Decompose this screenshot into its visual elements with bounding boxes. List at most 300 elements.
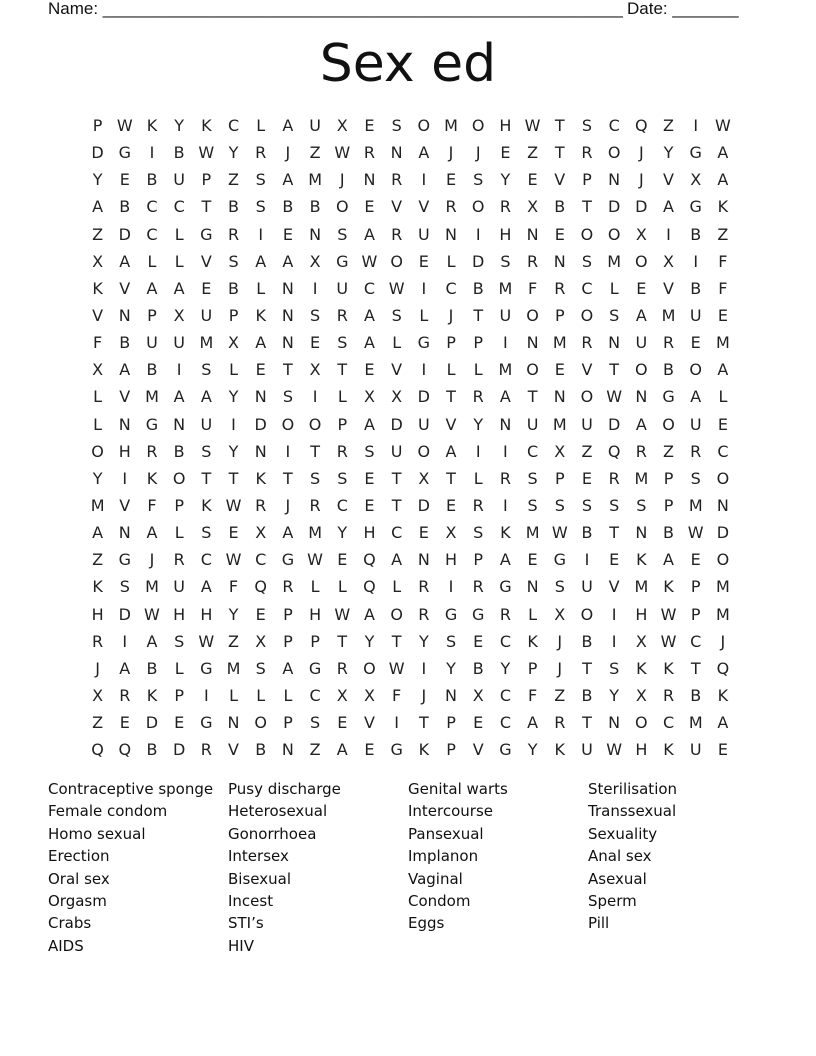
grid-letter[interactable]: S <box>201 360 212 380</box>
grid-letter[interactable]: U <box>499 305 512 325</box>
grid-letter[interactable]: A <box>119 360 131 380</box>
grid-letter[interactable]: S <box>364 441 375 461</box>
grid-letter[interactable]: R <box>418 604 430 624</box>
grid-letter[interactable]: A <box>717 360 729 380</box>
grid-letter[interactable]: V <box>663 170 674 190</box>
grid-letter[interactable]: C <box>499 685 511 705</box>
grid-letter[interactable]: M <box>498 278 513 298</box>
grid-letter[interactable]: E <box>255 360 266 380</box>
grid-letter[interactable]: S <box>255 197 266 217</box>
grid-letter[interactable]: Y <box>609 685 620 705</box>
grid-letter[interactable]: C <box>173 197 185 217</box>
grid-letter[interactable]: D <box>118 604 131 624</box>
grid-letter[interactable]: R <box>200 740 212 760</box>
grid-letter[interactable]: A <box>255 333 267 353</box>
grid-letter[interactable]: S <box>310 713 321 733</box>
grid-letter[interactable]: N <box>608 713 621 733</box>
grid-letter[interactable]: W <box>687 523 704 543</box>
grid-letter[interactable]: X <box>336 116 348 135</box>
grid-letter[interactable]: U <box>309 116 321 135</box>
grid-letter[interactable]: R <box>472 387 484 407</box>
grid-letter[interactable]: L <box>256 278 266 298</box>
grid-letter[interactable]: P <box>147 305 157 325</box>
grid-letter[interactable]: L <box>256 116 266 135</box>
grid-letter[interactable]: D <box>172 740 186 760</box>
grid-letter[interactable]: M <box>688 713 703 733</box>
grid-letter[interactable]: R <box>391 224 403 244</box>
grid-letter[interactable]: S <box>119 577 130 597</box>
grid-letter[interactable]: M <box>716 577 730 597</box>
grid-letter[interactable]: N <box>526 577 539 597</box>
grid-letter[interactable]: E <box>364 116 375 135</box>
grid-letter[interactable]: B <box>581 631 593 651</box>
grid-letter[interactable]: I <box>584 550 590 570</box>
grid-letter[interactable]: K <box>146 468 158 488</box>
grid-letter[interactable]: N <box>499 414 512 434</box>
grid-letter[interactable]: W <box>144 604 160 624</box>
grid-letter[interactable]: A <box>200 577 212 597</box>
grid-letter[interactable]: E <box>527 550 538 570</box>
grid-letter[interactable]: K <box>527 631 538 651</box>
grid-letter[interactable]: P <box>663 495 674 515</box>
grid-letter[interactable]: Y <box>92 468 103 488</box>
grid-letter[interactable]: P <box>446 333 456 353</box>
grid-letter[interactable]: A <box>282 170 294 190</box>
grid-letter[interactable]: E <box>418 523 429 543</box>
grid-letter[interactable]: V <box>391 197 403 217</box>
grid-letter[interactable]: U <box>173 170 186 190</box>
grid-letter[interactable]: S <box>581 116 593 135</box>
grid-letter[interactable]: S <box>527 495 538 515</box>
grid-letter[interactable]: Y <box>337 523 348 543</box>
grid-letter[interactable]: T <box>582 713 592 733</box>
grid-letter[interactable]: I <box>503 441 508 461</box>
grid-letter[interactable]: V <box>391 360 403 380</box>
grid-letter[interactable]: V <box>119 278 131 298</box>
grid-letter[interactable]: O <box>580 604 594 624</box>
grid-letter[interactable]: M <box>552 333 567 353</box>
grid-letter[interactable]: O <box>580 305 594 325</box>
grid-letter[interactable]: O <box>390 604 403 624</box>
grid-letter[interactable]: E <box>255 604 266 624</box>
grid-letter[interactable]: X <box>336 685 348 705</box>
grid-letter[interactable]: A <box>200 387 212 407</box>
grid-letter[interactable]: I <box>312 387 318 407</box>
grid-letter[interactable]: L <box>147 251 157 271</box>
grid-letter[interactable]: G <box>200 224 213 244</box>
grid-letter[interactable]: A <box>499 387 511 407</box>
grid-letter[interactable]: Y <box>663 143 674 163</box>
grid-letter[interactable]: M <box>552 414 567 434</box>
grid-letter[interactable]: Q <box>118 740 132 760</box>
grid-letter[interactable]: L <box>419 305 429 325</box>
grid-letter[interactable]: L <box>528 604 538 624</box>
grid-letter[interactable]: R <box>309 495 321 515</box>
grid-letter[interactable]: H <box>118 441 131 461</box>
grid-letter[interactable]: T <box>201 197 212 217</box>
grid-letter[interactable]: X <box>255 631 267 651</box>
grid-letter[interactable]: C <box>717 441 729 461</box>
grid-letter[interactable]: S <box>473 170 484 190</box>
grid-letter[interactable]: O <box>580 224 594 244</box>
grid-letter[interactable]: N <box>553 387 566 407</box>
grid-letter[interactable]: F <box>527 685 538 705</box>
grid-letter[interactable]: N <box>227 713 240 733</box>
grid-letter[interactable]: C <box>309 685 321 705</box>
grid-letter[interactable]: R <box>255 143 267 163</box>
grid-letter[interactable]: F <box>718 251 728 271</box>
grid-letter[interactable]: A <box>173 278 185 298</box>
grid-letter[interactable]: T <box>527 387 538 407</box>
grid-letter[interactable]: H <box>309 604 322 624</box>
grid-letter[interactable]: G <box>200 713 213 733</box>
grid-letter[interactable]: H <box>635 740 648 760</box>
grid-letter[interactable]: B <box>173 143 185 163</box>
grid-letter[interactable]: C <box>146 224 158 244</box>
grid-letter[interactable]: A <box>282 251 294 271</box>
grid-letter[interactable]: L <box>229 360 238 380</box>
grid-letter[interactable]: G <box>689 143 702 163</box>
grid-letter[interactable]: X <box>635 224 647 244</box>
grid-letter[interactable]: F <box>92 333 103 353</box>
grid-letter[interactable]: I <box>421 170 427 190</box>
grid-letter[interactable]: S <box>690 468 701 488</box>
grid-letter[interactable]: E <box>609 550 620 570</box>
grid-letter[interactable]: X <box>309 360 321 380</box>
grid-letter[interactable]: O <box>607 224 621 244</box>
grid-letter[interactable]: S <box>527 468 538 488</box>
grid-letter[interactable]: M <box>634 577 649 597</box>
grid-letter[interactable]: J <box>448 143 454 163</box>
grid-letter[interactable]: I <box>149 143 155 163</box>
grid-letter[interactable]: W <box>225 550 242 570</box>
grid-letter[interactable]: E <box>636 278 647 298</box>
grid-letter[interactable]: T <box>283 468 293 488</box>
grid-letter[interactable]: S <box>609 305 620 325</box>
grid-letter[interactable]: V <box>363 713 375 733</box>
grid-letter[interactable]: Q <box>91 740 104 760</box>
grid-letter[interactable]: W <box>388 658 405 678</box>
grid-letter[interactable]: T <box>201 468 212 488</box>
grid-letter[interactable]: B <box>146 740 158 760</box>
grid-letter[interactable]: M <box>634 468 649 488</box>
grid-letter[interactable]: W <box>606 740 623 760</box>
grid-letter[interactable]: R <box>363 143 376 163</box>
grid-letter[interactable]: M <box>661 305 676 325</box>
grid-letter[interactable]: S <box>581 495 593 515</box>
grid-letter[interactable]: H <box>363 523 376 543</box>
grid-letter[interactable]: R <box>690 441 702 461</box>
grid-letter[interactable]: N <box>526 224 539 244</box>
grid-letter[interactable]: R <box>662 333 675 353</box>
grid-letter[interactable]: R <box>173 550 185 570</box>
grid-letter[interactable]: S <box>609 495 620 515</box>
grid-letter[interactable]: A <box>391 550 403 570</box>
grid-letter[interactable]: Y <box>446 658 456 678</box>
grid-letter[interactable]: X <box>255 523 267 543</box>
grid-letter[interactable]: E <box>717 305 728 325</box>
grid-letter[interactable]: A <box>363 414 375 434</box>
grid-letter[interactable]: J <box>557 631 563 651</box>
grid-letter[interactable]: V <box>119 387 131 407</box>
grid-letter[interactable]: A <box>119 251 131 271</box>
grid-letter[interactable]: M <box>226 658 241 678</box>
grid-letter[interactable]: S <box>554 577 565 597</box>
grid-letter[interactable]: Z <box>309 740 321 760</box>
grid-letter[interactable]: P <box>473 333 484 353</box>
grid-letter[interactable]: Z <box>228 631 240 651</box>
grid-letter[interactable]: K <box>717 197 729 217</box>
grid-letter[interactable]: P <box>228 305 239 325</box>
grid-letter[interactable]: D <box>472 251 485 271</box>
grid-letter[interactable]: V <box>608 577 620 597</box>
grid-letter[interactable]: I <box>448 577 454 597</box>
grid-letter[interactable]: N <box>445 224 458 244</box>
grid-letter[interactable]: G <box>118 143 131 163</box>
grid-letter[interactable]: A <box>527 713 539 733</box>
grid-letter[interactable]: Y <box>228 143 239 163</box>
grid-letter[interactable]: T <box>554 143 565 163</box>
grid-letter[interactable]: L <box>718 387 728 407</box>
grid-letter[interactable]: E <box>228 523 239 543</box>
grid-letter[interactable]: V <box>200 251 212 271</box>
grid-letter[interactable]: L <box>473 468 483 488</box>
grid-letter[interactable]: R <box>92 631 104 651</box>
grid-letter[interactable]: O <box>526 360 539 380</box>
grid-letter[interactable]: X <box>445 523 457 543</box>
grid-letter[interactable]: J <box>557 658 563 678</box>
grid-letter[interactable]: K <box>146 116 158 135</box>
grid-letter[interactable]: X <box>635 631 647 651</box>
grid-letter[interactable]: N <box>118 414 131 434</box>
grid-letter[interactable]: J <box>285 495 291 515</box>
grid-letter[interactable]: P <box>690 604 701 624</box>
grid-letter[interactable]: E <box>473 713 484 733</box>
grid-letter[interactable]: S <box>391 305 402 325</box>
grid-letter[interactable]: Z <box>663 441 675 461</box>
grid-letter[interactable]: T <box>582 658 592 678</box>
grid-letter[interactable]: P <box>554 468 565 488</box>
grid-letter[interactable]: O <box>308 414 322 434</box>
grid-letter[interactable]: M <box>145 387 159 407</box>
grid-letter[interactable]: Y <box>500 658 511 678</box>
grid-letter[interactable]: K <box>146 685 158 705</box>
grid-letter[interactable]: J <box>720 631 726 651</box>
grid-letter[interactable]: I <box>503 495 508 515</box>
grid-letter[interactable]: Z <box>581 441 593 461</box>
grid-letter[interactable]: I <box>203 685 209 705</box>
grid-letter[interactable]: P <box>283 713 293 733</box>
grid-letter[interactable]: Y <box>92 170 103 190</box>
grid-letter[interactable]: M <box>145 577 159 597</box>
grid-letter[interactable]: T <box>554 116 565 135</box>
grid-letter[interactable]: S <box>554 495 565 515</box>
grid-letter[interactable]: C <box>690 631 702 651</box>
grid-letter[interactable]: I <box>394 713 400 733</box>
grid-letter[interactable]: J <box>421 685 427 705</box>
grid-letter[interactable]: D <box>607 414 621 434</box>
grid-letter[interactable]: S <box>391 116 402 135</box>
grid-letter[interactable]: L <box>392 333 402 353</box>
grid-letter[interactable]: B <box>228 197 240 217</box>
grid-letter[interactable]: X <box>391 387 403 407</box>
grid-letter[interactable]: S <box>255 658 266 678</box>
grid-letter[interactable]: M <box>688 495 703 515</box>
grid-letter[interactable]: L <box>446 360 456 380</box>
grid-letter[interactable]: W <box>388 278 405 298</box>
grid-letter[interactable]: T <box>609 360 620 380</box>
grid-letter[interactable]: L <box>174 251 184 271</box>
grid-letter[interactable]: T <box>609 523 620 543</box>
grid-letter[interactable]: E <box>119 170 130 190</box>
grid-letter[interactable]: L <box>229 685 238 705</box>
grid-letter[interactable]: Q <box>607 441 621 461</box>
grid-letter[interactable]: W <box>660 631 677 651</box>
grid-letter[interactable]: B <box>173 441 185 461</box>
grid-letter[interactable]: E <box>445 495 457 515</box>
grid-letter[interactable]: V <box>554 170 566 190</box>
grid-letter[interactable]: U <box>689 740 702 760</box>
grid-letter[interactable]: E <box>418 251 429 271</box>
grid-letter[interactable]: W <box>307 550 323 570</box>
grid-letter[interactable]: F <box>527 278 538 298</box>
grid-letter[interactable]: G <box>499 577 512 597</box>
grid-letter[interactable]: X <box>554 604 566 624</box>
grid-letter[interactable]: D <box>635 197 648 217</box>
grid-letter[interactable]: X <box>527 197 539 217</box>
grid-letter[interactable]: J <box>448 305 454 325</box>
grid-letter[interactable]: S <box>310 305 321 325</box>
grid-letter[interactable]: B <box>690 224 702 244</box>
grid-letter[interactable]: P <box>174 685 184 705</box>
grid-letter[interactable]: Z <box>92 224 104 244</box>
grid-letter[interactable]: U <box>336 278 349 298</box>
grid-letter[interactable]: M <box>498 360 513 380</box>
grid-letter[interactable]: U <box>173 333 186 353</box>
grid-letter[interactable]: I <box>421 360 427 380</box>
grid-letter[interactable]: Y <box>418 631 429 651</box>
grid-letter[interactable]: B <box>119 197 131 217</box>
grid-letter[interactable]: A <box>282 658 294 678</box>
grid-letter[interactable]: Y <box>527 740 538 760</box>
grid-letter[interactable]: K <box>255 468 266 488</box>
grid-letter[interactable]: Q <box>254 577 268 597</box>
grid-letter[interactable]: N <box>173 414 186 434</box>
grid-letter[interactable]: L <box>174 658 184 678</box>
grid-letter[interactable]: N <box>445 685 458 705</box>
grid-letter[interactable]: P <box>283 631 293 651</box>
grid-letter[interactable]: L <box>174 224 184 244</box>
grid-letter[interactable]: E <box>119 713 130 733</box>
grid-letter[interactable]: A <box>255 251 267 271</box>
grid-letter[interactable]: S <box>201 523 212 543</box>
grid-letter[interactable]: A <box>363 305 375 325</box>
grid-letter[interactable]: H <box>499 224 512 244</box>
grid-letter[interactable]: W <box>361 251 378 271</box>
grid-letter[interactable]: K <box>663 577 674 597</box>
grid-letter[interactable]: X <box>92 251 104 271</box>
grid-letter[interactable]: R <box>391 170 403 190</box>
grid-letter[interactable]: W <box>198 631 215 651</box>
grid-letter[interactable]: A <box>282 523 294 543</box>
grid-letter[interactable]: L <box>337 387 347 407</box>
grid-letter[interactable]: L <box>283 685 293 705</box>
grid-letter[interactable]: F <box>147 495 157 515</box>
grid-letter[interactable]: L <box>392 577 402 597</box>
grid-letter[interactable]: B <box>581 685 593 705</box>
grid-letter[interactable]: N <box>390 143 403 163</box>
grid-letter[interactable]: V <box>418 197 430 217</box>
grid-letter[interactable]: A <box>363 604 375 624</box>
grid-letter[interactable]: E <box>690 333 701 353</box>
grid-letter[interactable]: H <box>499 116 512 135</box>
grid-letter[interactable]: F <box>228 577 239 597</box>
grid-letter[interactable]: D <box>91 143 104 163</box>
grid-letter[interactable]: R <box>336 305 348 325</box>
grid-letter[interactable]: T <box>337 631 348 651</box>
grid-letter[interactable]: C <box>608 116 620 135</box>
grid-letter[interactable]: E <box>527 170 538 190</box>
grid-letter[interactable]: G <box>472 604 485 624</box>
grid-letter[interactable]: J <box>339 170 345 190</box>
grid-letter[interactable]: A <box>173 387 185 407</box>
grid-letter[interactable]: H <box>635 604 648 624</box>
grid-letter[interactable]: A <box>717 713 729 733</box>
grid-letter[interactable]: P <box>201 170 212 190</box>
grid-letter[interactable]: E <box>717 740 728 760</box>
grid-letter[interactable]: E <box>364 360 375 380</box>
grid-letter[interactable]: R <box>527 251 539 271</box>
grid-letter[interactable]: C <box>499 631 511 651</box>
grid-letter[interactable]: P <box>174 495 184 515</box>
grid-letter[interactable]: G <box>390 740 403 760</box>
grid-letter[interactable]: E <box>581 468 593 488</box>
grid-letter[interactable]: G <box>336 251 349 271</box>
grid-letter[interactable]: X <box>554 441 566 461</box>
grid-letter[interactable]: A <box>663 550 674 570</box>
grid-letter[interactable]: T <box>446 468 456 488</box>
grid-letter[interactable]: R <box>635 441 647 461</box>
grid-letter[interactable]: D <box>417 387 430 407</box>
grid-letter[interactable]: N <box>254 387 267 407</box>
grid-letter[interactable]: E <box>364 740 375 760</box>
grid-letter[interactable]: U <box>581 740 593 760</box>
grid-letter[interactable]: R <box>418 577 430 597</box>
grid-letter[interactable]: Z <box>554 685 566 705</box>
grid-letter[interactable]: Q <box>363 550 376 570</box>
grid-letter[interactable]: A <box>282 116 294 135</box>
grid-letter[interactable]: R <box>554 278 566 298</box>
grid-letter[interactable]: B <box>690 278 702 298</box>
grid-letter[interactable]: B <box>146 360 158 380</box>
grid-letter[interactable]: N <box>281 740 294 760</box>
grid-letter[interactable]: I <box>176 360 182 380</box>
grid-letter[interactable]: R <box>608 468 620 488</box>
grid-letter[interactable]: B <box>663 360 675 380</box>
grid-letter[interactable]: R <box>499 468 511 488</box>
grid-letter[interactable]: S <box>201 441 212 461</box>
grid-letter[interactable]: E <box>500 143 511 163</box>
grid-letter[interactable]: O <box>417 116 431 135</box>
grid-letter[interactable]: R <box>472 495 484 515</box>
grid-letter[interactable]: C <box>227 116 240 135</box>
grid-letter[interactable]: K <box>636 658 647 678</box>
grid-letter[interactable]: G <box>689 197 702 217</box>
grid-letter[interactable]: E <box>717 414 728 434</box>
grid-letter[interactable]: K <box>418 740 430 760</box>
grid-letter[interactable]: O <box>254 713 268 733</box>
grid-letter[interactable]: D <box>607 197 621 217</box>
